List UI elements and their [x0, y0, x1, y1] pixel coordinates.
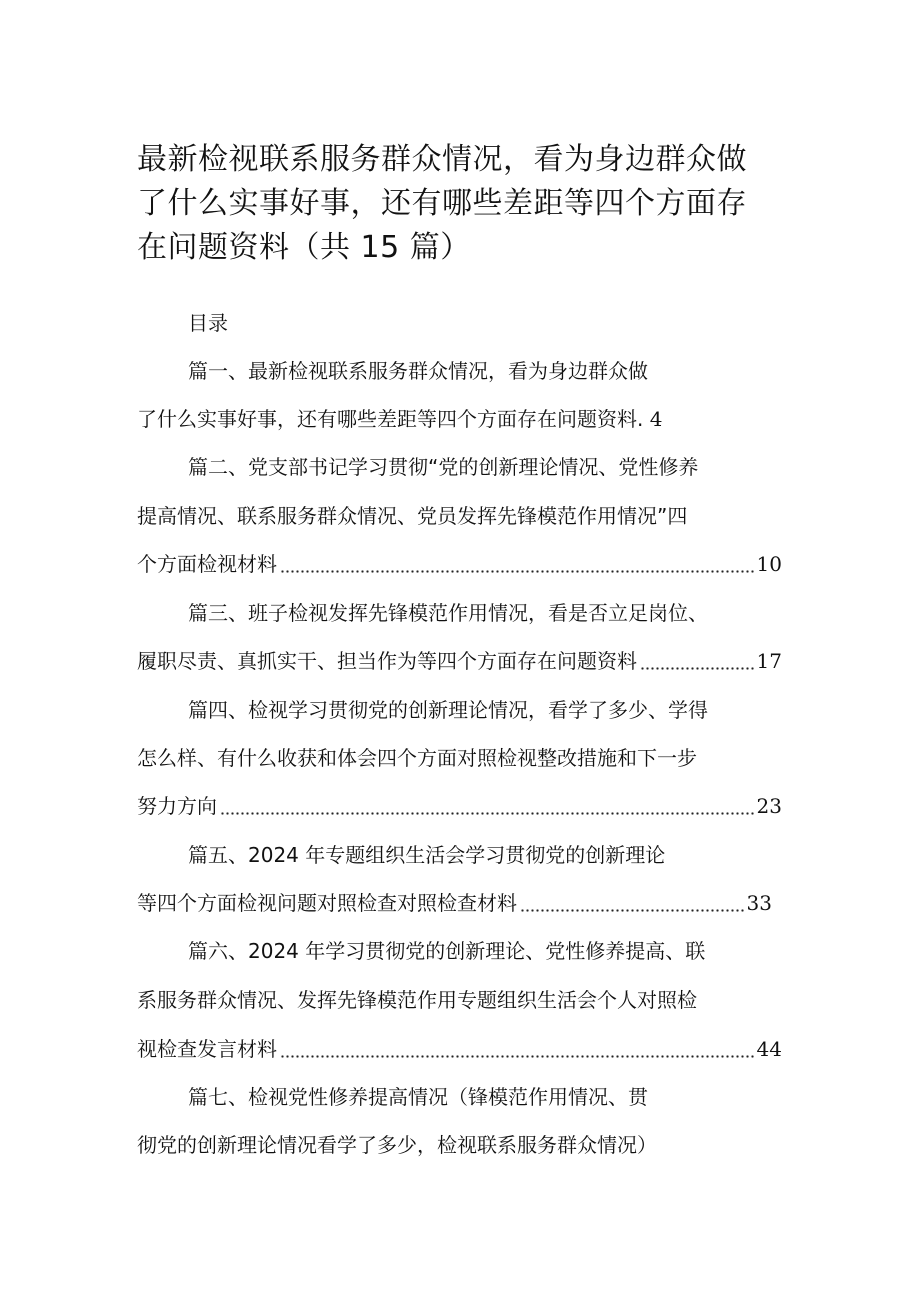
toc-entry-6-page: 44	[756, 1037, 782, 1061]
toc-entry-2-line-2[interactable]: 提高情况、联系服务群众情况、党员发挥先锋模范作用情况”四	[137, 504, 688, 528]
toc-entry-6-line-3[interactable]	[137, 1034, 782, 1064]
toc-entry-3-line-1[interactable]: 篇三、班子检视发挥先锋模范作用情况，看是否立足岗位、	[188, 601, 708, 625]
toc-entry-3-line-2[interactable]	[137, 646, 782, 676]
title-line-2: 了什么实事好事，还有哪些差距等四个方面存	[137, 186, 747, 221]
toc-entry-5-line-2-text: 等四个方面检视问题对照检查对照检查材料	[137, 891, 517, 915]
toc-entry-7-line-2[interactable]: 彻党的创新理论情况看学了多少，检视联系服务群众情况）	[137, 1133, 657, 1157]
toc-entry-3-page: 17	[756, 649, 782, 673]
toc-entry-3-line-2-text: 履职尽责、真抓实干、担当作为等四个方面存在问题资料	[137, 649, 637, 673]
toc-entry-7-line-1[interactable]: 篇七、检视党性修养提高情况（锋模范作用情况、贯	[188, 1085, 648, 1109]
title-line-1: 最新检视联系服务群众情况，看为身边群众做	[137, 142, 747, 177]
toc-entry-1-line-1[interactable]: 篇一、最新检视联系服务群众情况，看为身边群众做	[188, 359, 648, 383]
toc-entry-4-line-3[interactable]	[137, 791, 782, 821]
toc-entry-2-page: 10	[756, 552, 782, 576]
toc-entry-1-line-2-text: 了什么实事好事，还有哪些差距等四个方面存在问题资料	[137, 407, 637, 431]
toc-entry-2-line-1[interactable]: 篇二、党支部书记学习贯彻“党的创新理论情况、党性修养	[188, 455, 699, 479]
toc-entry-4-leader-dots	[220, 811, 754, 816]
toc-entry-5-page: 33	[746, 891, 772, 915]
toc-entry-1-leader: .	[637, 407, 644, 431]
toc-entry-6-leader-dots	[280, 1054, 754, 1059]
toc-entry-5-line-2[interactable]	[137, 888, 772, 918]
toc-entry-6-line-3-text: 视检查发言材料	[137, 1037, 277, 1061]
toc-entry-5-line-1[interactable]: 篇五、2024 年专题组织生活会学习贯彻党的创新理论	[188, 843, 666, 867]
toc-entry-1-page: 4	[649, 407, 663, 431]
toc-entry-5-leader-dots	[520, 908, 744, 913]
toc-entry-4-line-3-text: 努力方向	[137, 794, 217, 818]
toc-entry-2-line-3[interactable]	[137, 549, 782, 579]
toc-entry-4-line-1[interactable]: 篇四、检视学习贯彻党的创新理论情况，看学了多少、学得	[188, 698, 708, 722]
document-title	[137, 138, 797, 270]
toc-entry-4-line-2[interactable]: 怎么样、有什么收获和体会四个方面对照检视整改措施和下一步	[137, 746, 697, 770]
toc-entry-2-line-3-text: 个方面检视材料	[137, 552, 277, 576]
toc-entry-2-leader-dots	[280, 569, 754, 574]
toc-heading: 目录	[188, 311, 228, 335]
toc-entry-1-line-2[interactable]	[137, 404, 662, 434]
toc-entry-6-line-2[interactable]: 系服务群众情况、发挥先锋模范作用专题组织生活会个人对照检	[137, 988, 697, 1012]
toc-entry-3-leader-dots	[640, 666, 754, 671]
toc-entry-4-page: 23	[756, 794, 782, 818]
toc-entry-6-line-1[interactable]: 篇六、2024 年学习贯彻党的创新理论、党性修养提高、联	[188, 939, 706, 963]
title-line-3: 在问题资料（共 15 篇）	[137, 230, 471, 265]
